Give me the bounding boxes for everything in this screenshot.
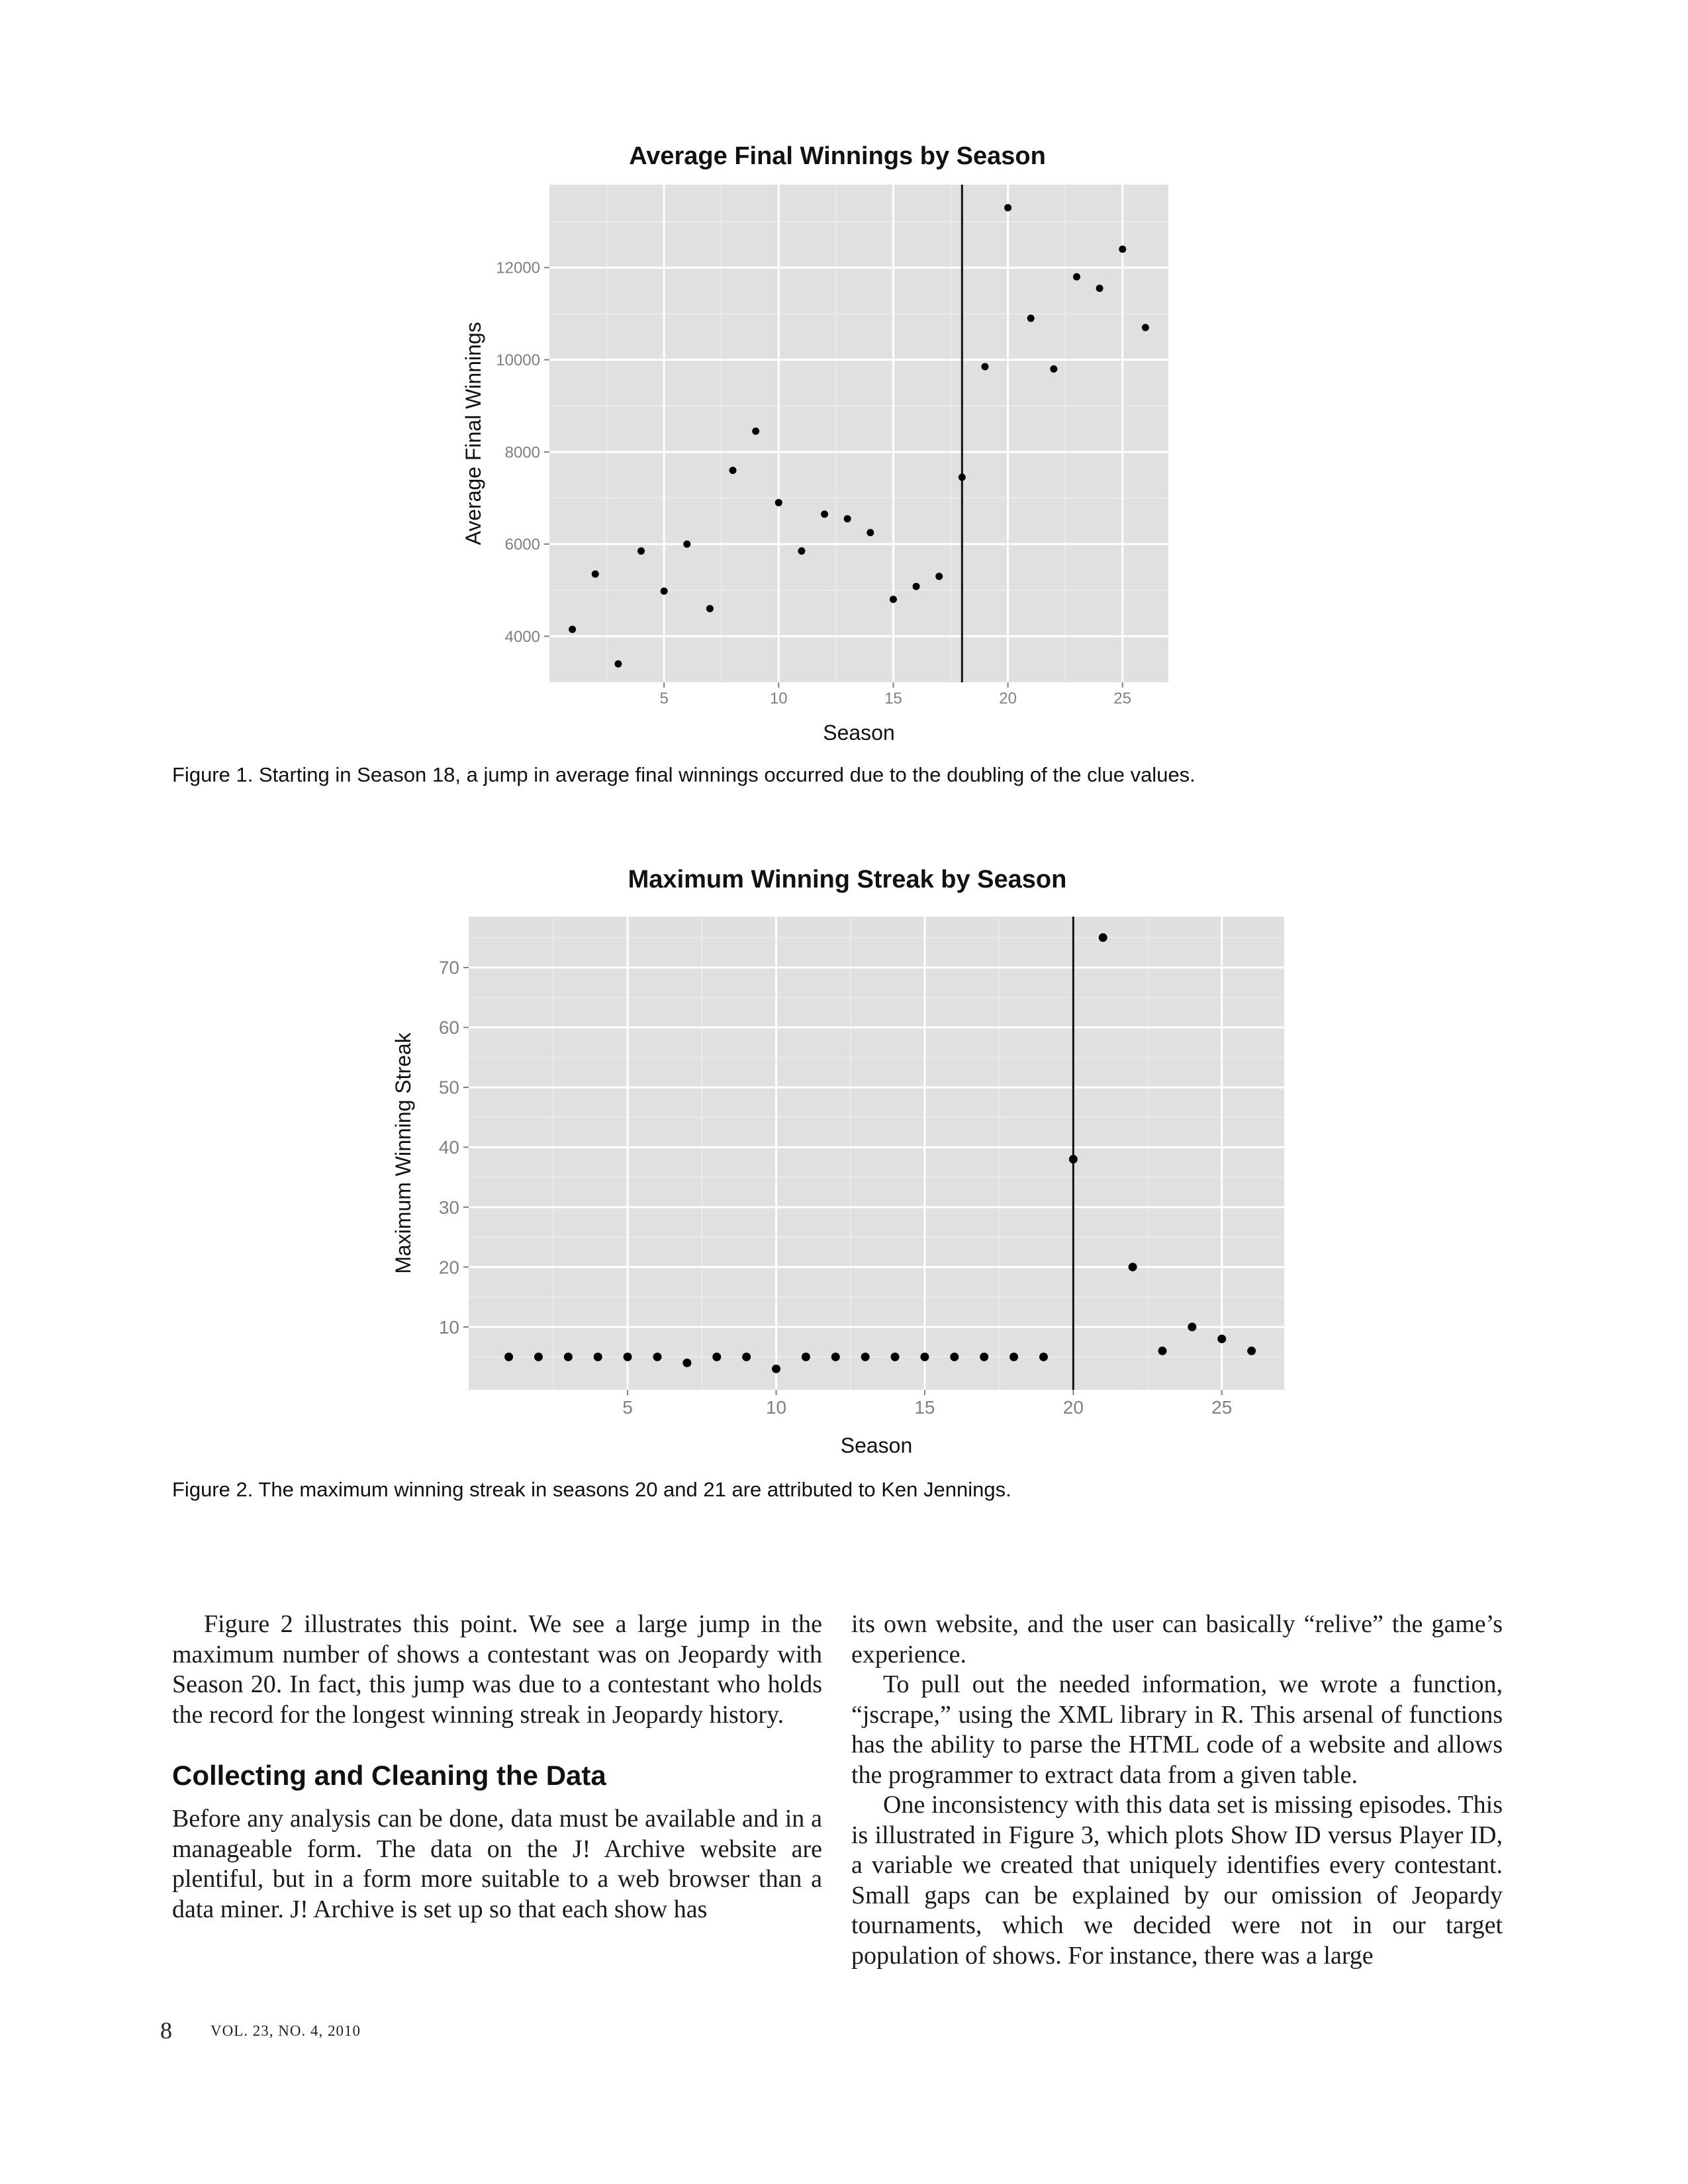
x-tick-label: 15	[884, 690, 902, 707]
figure1-chart	[397, 172, 1192, 754]
data-point	[1009, 1353, 1018, 1361]
data-point	[569, 625, 576, 633]
data-point	[831, 1353, 840, 1361]
data-point	[683, 541, 690, 548]
data-point	[564, 1353, 573, 1361]
x-tick-label: 25	[1113, 690, 1132, 707]
plot-panel	[549, 185, 1168, 682]
data-point	[504, 1353, 513, 1361]
data-point	[798, 547, 805, 555]
data-point	[844, 515, 851, 522]
data-point	[653, 1353, 661, 1361]
data-point	[1004, 204, 1011, 211]
data-point	[706, 605, 714, 612]
data-point	[980, 1353, 988, 1361]
data-point	[981, 363, 988, 371]
y-axis-title: Average Final Winnings	[461, 322, 485, 545]
data-point	[712, 1353, 721, 1361]
figure2-caption: Figure 2. The maximum winning streak in seasons 20 and 21 are attributed to Ken Jennings.	[172, 1478, 1011, 1501]
data-point	[1039, 1353, 1048, 1361]
data-point	[614, 660, 622, 668]
data-point	[637, 547, 645, 555]
data-point	[920, 1353, 929, 1361]
data-point	[1050, 365, 1057, 373]
data-point	[534, 1353, 543, 1361]
y-tick-label: 50	[438, 1077, 459, 1098]
data-point	[1073, 273, 1080, 281]
y-tick-label: 4000	[504, 627, 540, 646]
data-point	[861, 1353, 870, 1361]
x-axis-title: Season	[823, 721, 895, 745]
figure1-caption: Figure 1. Starting in Season 18, a jump in average final winnings occurred due to the doubling of the clue values.	[172, 763, 1196, 786]
data-point	[594, 1353, 602, 1361]
body-paragraph: Figure 2 illustrates this point. We see a large jump in the maximum number of shows a contestant was on Jeopardy with Season 20. In fact, this jump was due to a contestant who holds the record for the longest winning streak in Jeopardy history.	[172, 1610, 822, 1729]
x-tick-label: 15	[914, 1397, 935, 1418]
x-tick-label: 25	[1211, 1397, 1233, 1418]
volume-info: VOL. 23, NO. 4, 2010	[211, 2023, 361, 2039]
body-paragraph: To pull out the needed information, we wrote a function, “jscrape,” using the XML library in R. This arsenal of functions has the ability to parse the HTML code of a website and allows the programmer to extract data from a given table.	[851, 1670, 1503, 1789]
x-tick-label: 5	[659, 690, 669, 707]
data-point	[1247, 1347, 1256, 1355]
data-point	[867, 529, 874, 536]
data-point	[802, 1353, 810, 1361]
page-number: 8	[160, 2017, 172, 2044]
data-point	[913, 583, 920, 590]
y-tick-label: 30	[438, 1197, 459, 1218]
data-point	[592, 570, 599, 578]
x-tick-label: 20	[1062, 1397, 1084, 1418]
y-tick-label: 10	[438, 1316, 459, 1338]
y-tick-label: 12000	[496, 259, 540, 277]
data-point	[1099, 933, 1107, 942]
figure2-title: Maximum Winning Streak by Season	[628, 866, 1067, 893]
data-point	[891, 1353, 900, 1361]
data-point	[772, 1365, 780, 1373]
left-column	[172, 1610, 822, 1925]
body-paragraph: Before any analysis can be done, data must be available and in a manageable form. The data on the J! Archive website are plentiful, but in a form more suitable to a web browser than a data miner. J! Archive is set up so that each show has	[172, 1805, 822, 1923]
data-point	[1217, 1335, 1226, 1343]
data-point	[1188, 1322, 1196, 1331]
x-tick-label: 20	[999, 690, 1017, 707]
plot-panel	[469, 917, 1284, 1390]
figure2-chart	[371, 900, 1297, 1463]
data-point	[935, 572, 943, 580]
body-paragraph: its own website, and the user can basically “relive” the game’s experience.	[851, 1610, 1503, 1668]
section-heading: Collecting and Cleaning the Data	[172, 1760, 606, 1791]
data-point	[729, 467, 737, 474]
y-tick-label: 70	[438, 957, 459, 978]
data-point	[1142, 324, 1149, 331]
data-point	[821, 510, 828, 518]
data-point	[959, 474, 966, 481]
right-column	[851, 1610, 1503, 1971]
data-point	[1129, 1263, 1137, 1271]
data-point	[624, 1353, 632, 1361]
x-axis-title: Season	[840, 1433, 913, 1457]
y-axis-title: Maximum Winning Streak	[391, 1032, 415, 1274]
x-tick-label: 10	[765, 1397, 787, 1418]
x-tick-label: 5	[622, 1397, 633, 1418]
y-tick-label: 8000	[504, 443, 540, 462]
data-point	[742, 1353, 751, 1361]
data-point	[1119, 246, 1126, 253]
data-point	[775, 499, 782, 506]
y-tick-label: 20	[438, 1257, 459, 1278]
data-point	[1069, 1155, 1078, 1163]
y-tick-label: 6000	[504, 535, 540, 554]
figure1-title: Average Final Winnings by Season	[629, 142, 1046, 170]
data-point	[890, 596, 897, 603]
y-tick-label: 60	[438, 1017, 459, 1038]
data-point	[752, 428, 759, 435]
body-paragraph: One inconsistency with this data set is missing episodes. This is illustrated in Figure 3, which plots Show ID versus Player ID, a variable we created that uniquely identifies every contestant. Small gaps can be explained by our omission of Jeopardy tournaments, which we decided were not in our target population of shows. For instance, there was a large	[851, 1791, 1503, 1970]
data-point	[1096, 285, 1103, 292]
data-point	[950, 1353, 959, 1361]
data-point	[682, 1359, 691, 1367]
y-tick-label: 40	[438, 1137, 459, 1158]
data-point	[661, 588, 668, 595]
y-tick-label: 10000	[496, 351, 540, 369]
x-tick-label: 10	[769, 690, 788, 707]
data-point	[1027, 314, 1035, 322]
data-point	[1158, 1347, 1166, 1355]
